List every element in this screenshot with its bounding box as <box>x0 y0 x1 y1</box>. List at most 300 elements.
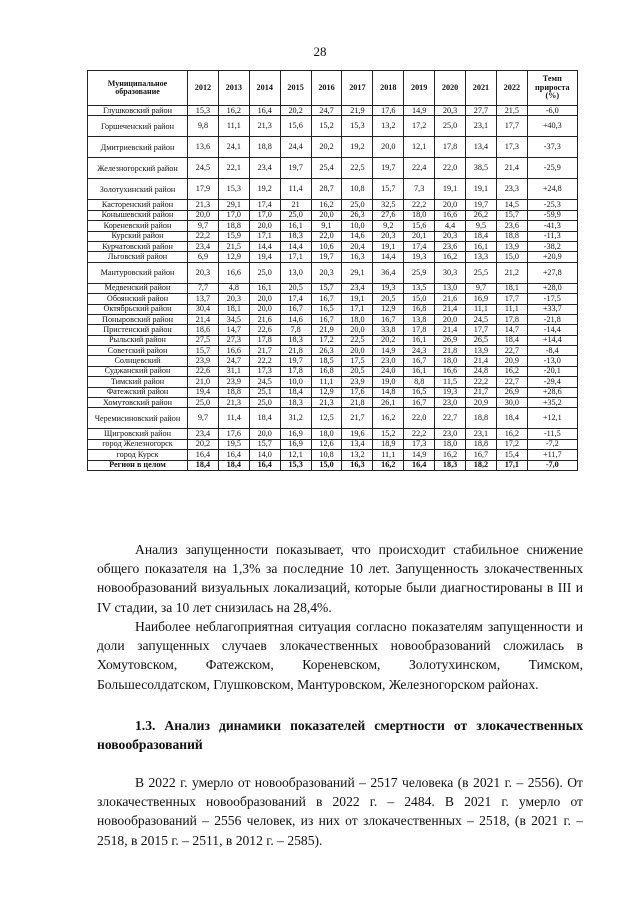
cell-value: 20,3 <box>188 262 219 283</box>
cell-value: 16,1 <box>249 283 280 293</box>
cell-municipality: город Железногорск <box>88 439 188 449</box>
paragraph-neglect-analysis: Анализ запущенности показывает, что происходит стабильное снижение общего показателя на 1,3% за последние 10 лет. Запущенность злокачественных новообразований визуальных локализаций, которые были диагностированы в III и IV стадии, за 10 лет снизилась на 28,4%. <box>97 542 583 615</box>
cell-value: 11,1 <box>311 377 342 387</box>
cell-value: 25,4 <box>311 158 342 179</box>
cell-value: 20,9 <box>466 398 497 408</box>
table-row <box>88 325 578 335</box>
cell-growth: -14,4 <box>527 325 577 335</box>
cell-value: 9,7 <box>188 408 219 429</box>
cell-value: 17,3 <box>496 137 527 158</box>
header-year: 2013 <box>218 71 249 106</box>
table-row <box>88 210 578 220</box>
cell-value: 24,1 <box>218 137 249 158</box>
cell-growth: +14,4 <box>527 335 577 345</box>
cell-value: 16,2 <box>496 429 527 439</box>
cell-value: 7,8 <box>280 325 311 335</box>
table-row <box>88 366 578 376</box>
cell-value: 16,4 <box>404 460 435 470</box>
cell-value: 23,6 <box>435 241 466 251</box>
cell-value: 23,4 <box>249 158 280 179</box>
header-year: 2012 <box>188 71 219 106</box>
header-year: 2015 <box>280 71 311 106</box>
cell-growth: -25,9 <box>527 158 577 179</box>
cell-value: 33,8 <box>373 325 404 335</box>
cell-value: 25,0 <box>280 210 311 220</box>
cell-value: 22,5 <box>342 158 373 179</box>
cell-value: 18,1 <box>496 283 527 293</box>
cell-value: 18,4 <box>188 460 219 470</box>
cell-value: 12,1 <box>280 450 311 460</box>
cell-value: 16,1 <box>404 335 435 345</box>
cell-value: 16,6 <box>435 366 466 376</box>
cell-value: 19,6 <box>342 429 373 439</box>
cell-value: 17,8 <box>249 335 280 345</box>
cell-value: 24,5 <box>466 314 497 324</box>
cell-value: 19,3 <box>373 283 404 293</box>
cell-growth: -25,3 <box>527 200 577 210</box>
cell-value: 15,9 <box>218 231 249 241</box>
cell-value: 14,6 <box>342 231 373 241</box>
cell-value: 19,1 <box>435 179 466 200</box>
cell-value: 18,8 <box>466 439 497 449</box>
cell-municipality: Медвенский район <box>88 283 188 293</box>
cell-value: 15,4 <box>496 450 527 460</box>
table-row <box>88 231 578 241</box>
cell-value: 9,5 <box>466 221 497 231</box>
cell-value: 20,2 <box>373 335 404 345</box>
cell-growth: -20,1 <box>527 366 577 376</box>
cell-value: 14,0 <box>249 450 280 460</box>
cell-value: 26,3 <box>311 346 342 356</box>
cell-value: 19,7 <box>466 200 497 210</box>
cell-value: 18,3 <box>280 335 311 345</box>
table-row <box>88 200 578 210</box>
cell-value: 20,0 <box>188 210 219 220</box>
cell-value: 13,7 <box>188 294 219 304</box>
cell-growth: +11,7 <box>527 450 577 460</box>
cell-value: 25,0 <box>435 116 466 137</box>
cell-value: 17,4 <box>280 294 311 304</box>
cell-value: 4,4 <box>435 221 466 231</box>
cell-growth: -11,3 <box>527 231 577 241</box>
cell-growth: +28,0 <box>527 283 577 293</box>
cell-value: 21,0 <box>188 377 219 387</box>
cell-value: 19,7 <box>373 158 404 179</box>
cell-growth: +40,3 <box>527 116 577 137</box>
cell-value: 13,0 <box>435 283 466 293</box>
cell-value: 31,2 <box>280 408 311 429</box>
cell-value: 24,7 <box>311 106 342 116</box>
cell-growth: +20,9 <box>527 252 577 262</box>
cell-value: 19,4 <box>249 252 280 262</box>
cell-value: 11,5 <box>435 377 466 387</box>
cell-value: 16,7 <box>404 356 435 366</box>
cell-value: 19,0 <box>373 377 404 387</box>
cell-value: 23,0 <box>373 356 404 366</box>
cell-value: 18,8 <box>218 221 249 231</box>
cell-municipality: Касторенский район <box>88 200 188 210</box>
cell-value: 30,3 <box>435 262 466 283</box>
cell-value: 25,0 <box>249 262 280 283</box>
cell-value: 23,4 <box>188 241 219 251</box>
cell-value: 30,4 <box>188 304 219 314</box>
data-table <box>87 70 578 471</box>
cell-municipality: Горшеченский район <box>88 116 188 137</box>
cell-value: 16,6 <box>435 210 466 220</box>
cell-value: 15,3 <box>188 106 219 116</box>
cell-value: 22,7 <box>496 346 527 356</box>
cell-value: 24,4 <box>280 137 311 158</box>
cell-value: 16,4 <box>249 106 280 116</box>
cell-municipality: город Курск <box>88 450 188 460</box>
cell-value: 18,8 <box>496 231 527 241</box>
cell-value: 19,2 <box>342 137 373 158</box>
cell-growth: -21,8 <box>527 314 577 324</box>
cell-value: 21,4 <box>435 325 466 335</box>
cell-municipality: Железногорский район <box>88 158 188 179</box>
cell-value: 15,7 <box>188 346 219 356</box>
cell-value: 18,9 <box>373 439 404 449</box>
cell-value: 17,4 <box>249 200 280 210</box>
cell-value: 16,7 <box>311 294 342 304</box>
cell-municipality: Курский район <box>88 231 188 241</box>
cell-value: 38,5 <box>466 158 497 179</box>
cell-value: 18,0 <box>342 314 373 324</box>
cell-value: 21,4 <box>496 158 527 179</box>
cell-value: 19,3 <box>404 252 435 262</box>
cell-value: 14,9 <box>373 346 404 356</box>
cell-value: 24,0 <box>373 366 404 376</box>
cell-growth: -6,0 <box>527 106 577 116</box>
cell-value: 20,0 <box>373 137 404 158</box>
cell-value: 18,5 <box>311 356 342 366</box>
table-header-row <box>88 71 578 106</box>
cell-value: 12,9 <box>311 387 342 397</box>
cell-value: 25,0 <box>342 200 373 210</box>
cell-municipality: Кореневский район <box>88 221 188 231</box>
cell-value: 27,7 <box>466 106 497 116</box>
cell-value: 22,6 <box>249 325 280 335</box>
cell-value: 22,2 <box>466 377 497 387</box>
cell-value: 23,9 <box>218 377 249 387</box>
page-number: 28 <box>313 44 327 59</box>
cell-value: 9,7 <box>466 283 497 293</box>
cell-value: 18,3 <box>280 231 311 241</box>
table-row <box>88 429 578 439</box>
header-year: 2020 <box>435 71 466 106</box>
cell-value: 17,6 <box>342 387 373 397</box>
cell-value: 22,1 <box>218 158 249 179</box>
table-row <box>88 439 578 449</box>
cell-value: 16,1 <box>280 221 311 231</box>
header-year: 2022 <box>496 71 527 106</box>
cell-value: 22,2 <box>188 231 219 241</box>
cell-value: 21,7 <box>342 408 373 429</box>
cell-value: 20,9 <box>496 356 527 366</box>
cell-growth: -59,9 <box>527 210 577 220</box>
cell-value: 12,6 <box>311 439 342 449</box>
cell-value: 10,6 <box>311 241 342 251</box>
cell-value: 18,1 <box>218 304 249 314</box>
cell-value: 17,1 <box>496 460 527 470</box>
cell-value: 25,1 <box>249 387 280 397</box>
cell-value: 15,0 <box>496 252 527 262</box>
cell-value: 20,3 <box>218 294 249 304</box>
cell-municipality: Черемисиновский район <box>88 408 188 429</box>
cell-value: 20,2 <box>311 137 342 158</box>
table-row <box>88 408 578 429</box>
cell-value: 16,4 <box>188 450 219 460</box>
cell-value: 20,3 <box>373 231 404 241</box>
cell-municipality: Регион в целом <box>88 460 188 470</box>
table-row <box>88 106 578 116</box>
cell-value: 15,0 <box>404 294 435 304</box>
cell-value: 16,5 <box>311 304 342 314</box>
cell-value: 22,7 <box>496 377 527 387</box>
cell-value: 18,4 <box>496 408 527 429</box>
cell-value: 23,9 <box>342 377 373 387</box>
cell-value: 14,8 <box>373 387 404 397</box>
cell-value: 16,4 <box>218 450 249 460</box>
cell-value: 23,6 <box>496 221 527 231</box>
cell-value: 27,5 <box>188 335 219 345</box>
cell-municipality: Советский район <box>88 346 188 356</box>
cell-growth: +35,2 <box>527 398 577 408</box>
cell-value: 14,7 <box>496 325 527 335</box>
cell-value: 23,9 <box>188 356 219 366</box>
cell-value: 20,0 <box>342 346 373 356</box>
cell-value: 9,1 <box>311 221 342 231</box>
cell-value: 19,4 <box>188 387 219 397</box>
cell-value: 23,1 <box>466 116 497 137</box>
cell-value: 12,9 <box>373 304 404 314</box>
cell-value: 28,7 <box>311 179 342 200</box>
cell-value: 23,3 <box>496 179 527 200</box>
cell-value: 22,7 <box>435 408 466 429</box>
cell-value: 15,6 <box>280 116 311 137</box>
cell-value: 10,0 <box>342 221 373 231</box>
cell-value: 30,0 <box>496 398 527 408</box>
cell-municipality: Золотухинский район <box>88 179 188 200</box>
cell-value: 10,0 <box>280 377 311 387</box>
cell-value: 21,7 <box>466 387 497 397</box>
cell-value: 11,4 <box>218 408 249 429</box>
cell-municipality: Дмитриевский район <box>88 137 188 158</box>
table-row <box>88 346 578 356</box>
cell-value: 29,1 <box>218 200 249 210</box>
cell-value: 25,0 <box>188 398 219 408</box>
cell-value: 19,7 <box>280 356 311 366</box>
cell-growth: -17,5 <box>527 294 577 304</box>
cell-value: 18,4 <box>249 408 280 429</box>
cell-value: 20,0 <box>249 221 280 231</box>
cell-value: 20,0 <box>249 304 280 314</box>
cell-value: 27,6 <box>373 210 404 220</box>
cell-value: 20,0 <box>435 314 466 324</box>
cell-value: 15,6 <box>404 221 435 231</box>
cell-value: 16,7 <box>373 314 404 324</box>
cell-value: 14,7 <box>218 325 249 335</box>
cell-value: 18,8 <box>466 408 497 429</box>
section-heading: 1.3. Анализ динамики показателей смертности от злокачественных новообразований <box>97 718 583 753</box>
cell-value: 24,5 <box>249 377 280 387</box>
cell-value: 22,0 <box>435 158 466 179</box>
cell-value: 16,9 <box>280 429 311 439</box>
cell-value: 19,3 <box>435 387 466 397</box>
header-growth: Темп прироста (%) <box>527 71 577 106</box>
table-row <box>88 137 578 158</box>
cell-value: 19,1 <box>466 179 497 200</box>
cell-value: 17,3 <box>249 366 280 376</box>
table-row <box>88 387 578 397</box>
cell-municipality: Суджанский район <box>88 366 188 376</box>
cell-value: 9,7 <box>188 221 219 231</box>
cell-value: 18,4 <box>280 387 311 397</box>
cell-value: 16,2 <box>218 106 249 116</box>
cell-value: 13,8 <box>404 314 435 324</box>
cell-value: 31,1 <box>218 366 249 376</box>
cell-value: 22,4 <box>404 158 435 179</box>
cell-value: 18,0 <box>435 356 466 366</box>
cell-value: 21,6 <box>435 294 466 304</box>
table-row <box>88 241 578 251</box>
cell-value: 21,5 <box>218 241 249 251</box>
table-row <box>88 179 578 200</box>
cell-value: 16,9 <box>466 294 497 304</box>
cell-value: 21,8 <box>435 346 466 356</box>
cell-value: 19,1 <box>373 241 404 251</box>
cell-value: 24,7 <box>218 356 249 366</box>
cell-value: 23,0 <box>435 429 466 439</box>
cell-value: 13,2 <box>373 116 404 137</box>
cell-municipality: Конышевский район <box>88 210 188 220</box>
cell-value: 17,8 <box>496 314 527 324</box>
cell-value: 17,6 <box>373 106 404 116</box>
cell-value: 13,9 <box>466 346 497 356</box>
cell-growth: -7,0 <box>527 460 577 470</box>
cell-value: 23,4 <box>188 429 219 439</box>
table-row <box>88 304 578 314</box>
cell-value: 17,7 <box>496 294 527 304</box>
cell-value: 26,9 <box>435 335 466 345</box>
cell-value: 16,8 <box>404 304 435 314</box>
cell-value: 17,1 <box>342 304 373 314</box>
header-year: 2021 <box>466 71 497 106</box>
cell-value: 15,7 <box>249 439 280 449</box>
cell-value: 20,5 <box>342 366 373 376</box>
cell-value: 16,1 <box>466 241 497 251</box>
cell-value: 17,2 <box>311 335 342 345</box>
cell-growth: +24,8 <box>527 179 577 200</box>
table-row <box>88 335 578 345</box>
paragraph-unfavorable-districts: Наиболее неблагоприятная ситуация согласно показателям запущенности и доли запущенных случаев злокачественных новообразований сложилась в Хомутовском, Фатежском, Кореневском, Золотухинском, Тимском, Большесолдатском, Глушковском, Мантуровском, Железногорском районах. <box>97 619 583 692</box>
cell-value: 21,9 <box>311 325 342 335</box>
cell-municipality: Хомутовский район <box>88 398 188 408</box>
cell-value: 21,7 <box>249 346 280 356</box>
cell-value: 15,3 <box>218 179 249 200</box>
cell-value: 18,3 <box>280 398 311 408</box>
cell-growth: -41,3 <box>527 221 577 231</box>
cell-value: 16,2 <box>311 200 342 210</box>
table-body <box>88 106 578 471</box>
cell-value: 9,8 <box>188 116 219 137</box>
cell-municipality: Мантуровский район <box>88 262 188 283</box>
cell-growth: +33,7 <box>527 304 577 314</box>
cell-growth: -29,4 <box>527 377 577 387</box>
cell-value: 13,2 <box>342 450 373 460</box>
cell-value: 18,0 <box>404 210 435 220</box>
cell-value: 22,2 <box>404 200 435 210</box>
table-row <box>88 356 578 366</box>
cell-value: 19,1 <box>342 294 373 304</box>
cell-value: 17,3 <box>404 439 435 449</box>
cell-value: 21,8 <box>280 346 311 356</box>
header-year: 2014 <box>249 71 280 106</box>
cell-value: 16,2 <box>496 366 527 376</box>
cell-value: 16,3 <box>342 460 373 470</box>
cell-growth: -38,2 <box>527 241 577 251</box>
cell-value: 18,6 <box>188 325 219 335</box>
cell-value: 23,4 <box>342 283 373 293</box>
cell-value: 22,2 <box>249 356 280 366</box>
cell-municipality: Обоянский район <box>88 294 188 304</box>
cell-value: 17,7 <box>496 116 527 137</box>
cell-value: 15,3 <box>280 460 311 470</box>
table-row <box>88 398 578 408</box>
cell-value: 18,8 <box>218 387 249 397</box>
cell-value: 26,5 <box>466 335 497 345</box>
cell-value: 10,8 <box>342 179 373 200</box>
cell-value: 20,0 <box>311 210 342 220</box>
cell-value: 16,1 <box>404 366 435 376</box>
cell-value: 18,2 <box>466 460 497 470</box>
cell-value: 21,3 <box>249 116 280 137</box>
cell-municipality: Солнцевский <box>88 356 188 366</box>
cell-value: 20,4 <box>342 241 373 251</box>
cell-value: 14,5 <box>496 200 527 210</box>
cell-municipality: Льговский район <box>88 252 188 262</box>
cell-value: 11,1 <box>373 450 404 460</box>
cell-value: 16,7 <box>311 314 342 324</box>
cell-value: 15,2 <box>311 116 342 137</box>
cell-value: 15,7 <box>311 283 342 293</box>
cell-value: 24,8 <box>466 366 497 376</box>
cell-value: 18,4 <box>466 231 497 241</box>
cell-value: 15,2 <box>373 429 404 439</box>
cell-value: 24,5 <box>188 158 219 179</box>
cell-value: 17,2 <box>404 116 435 137</box>
cell-value: 21,3 <box>218 398 249 408</box>
cell-value: 21,3 <box>188 200 219 210</box>
cell-value: 25,5 <box>466 262 497 283</box>
cell-value: 13,4 <box>466 137 497 158</box>
cell-value: 29,1 <box>342 262 373 283</box>
cell-value: 21,4 <box>435 304 466 314</box>
header-year: 2016 <box>311 71 342 106</box>
cell-value: 12,1 <box>404 137 435 158</box>
cell-municipality: Тимский район <box>88 377 188 387</box>
cell-value: 22,5 <box>342 335 373 345</box>
cell-value: 11,1 <box>466 304 497 314</box>
cell-value: 25,0 <box>249 398 280 408</box>
cell-value: 21,8 <box>342 398 373 408</box>
cell-value: 21,6 <box>249 314 280 324</box>
cell-value: 17,5 <box>342 356 373 366</box>
cell-municipality: Глушковский район <box>88 106 188 116</box>
cell-value: 16,4 <box>249 460 280 470</box>
cell-value: 18,0 <box>311 429 342 439</box>
cell-value: 16,6 <box>218 346 249 356</box>
